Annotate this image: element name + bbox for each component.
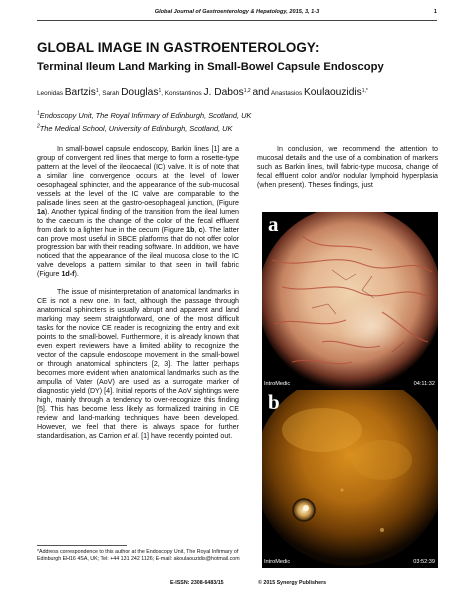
figure-1b-endoscopy-image (262, 390, 438, 568)
figure-timestamp: 04:11:32 (413, 381, 435, 387)
article-title: Terminal Ileum Land Marking in Small-Bowel Capsule Endoscopy (37, 61, 384, 73)
author-surname: Douglas (121, 87, 159, 98)
author-conjunction: and (252, 87, 270, 98)
author-surname: Bartzis (64, 87, 96, 98)
author-given-name: Konstantinos (164, 90, 202, 97)
figure-1a-image (262, 212, 438, 390)
author-list: Leonidas Bartzis$^1$, Sarah Douglas$^1$, Konstantinos J. Dabos$^{1,2}$ and Anastasios Koulaouzidis$^{1,*}$ (37, 87, 368, 98)
author-given-name: Anastasios (270, 90, 303, 97)
figure-1b-image (262, 390, 438, 568)
figure-1a-endoscopy-image (262, 212, 438, 390)
author-surname: Koulaouzidis (303, 87, 362, 98)
body-text: ). (74, 270, 79, 279)
author-affiliation-marker: 1,2 (243, 87, 251, 94)
body-column-left (37, 145, 239, 450)
affiliation-text: Endoscopy Unit, The Royal Infirmary of Edinburgh, Scotland, UK (39, 111, 252, 120)
body-paragraph (37, 145, 239, 279)
correspondence-footnote: *Address correspondence to this author at the Endoscopy Unit, The Royal Infirmary of Edinburgh EH16 4SA, UK; Tel: +44 131 242 1126; E-mail: akoulaouzidis@hotmail.com (37, 549, 240, 562)
body-text: ). Another typical finding of the transition from the ileal lumen to the caecum is the change of the color of the fecal effluent from dark to a lighter hue in the cecum (Figure (37, 207, 239, 234)
affiliation-marker: 1 (37, 110, 40, 117)
figure-timestamp: 03:52:39 (413, 559, 435, 565)
figure-reference[interactable]: c (198, 225, 203, 234)
footnote-divider (37, 545, 127, 546)
et-al: et al (123, 431, 138, 440)
page-number: 1 (433, 9, 437, 15)
affiliation (37, 111, 251, 120)
author-affiliation-marker: 1,* (361, 87, 368, 94)
author-surname: J. Dabos (203, 87, 244, 98)
body-text: . [1] have recently pointed out. (137, 431, 233, 440)
figure-watermark: IntroMedic (264, 559, 291, 565)
author-given-name: Leonidas (37, 90, 63, 97)
article-section-title: GLOBAL IMAGE IN GASTROENTEROLOGY: (37, 40, 320, 55)
figure-panel-label: b (268, 390, 280, 414)
body-text: , (194, 225, 199, 234)
footer-copyright: © 2015 Synergy Publishers (258, 580, 327, 586)
header-divider (37, 20, 437, 21)
affiliation (37, 124, 232, 133)
author-given-name: Sarah (102, 90, 120, 97)
body-paragraph: In conclusion, we recommend the attention to mucosal details and the use of a combination of markers such as Barkin lines, twill fabric-type mucosa, change of fecal effluent color and/or nodular lymphoid hyperplasia (when present). Theses findings, just (257, 145, 438, 189)
journal-citation: Global Journal of Gastroenterology & Hepatology, 2015, 3, 1-3 (154, 9, 320, 15)
body-column-right (257, 145, 438, 190)
body-text: In small-bowel capsule endoscopy, Barkin lines [1] are a group of convergent red lines that merge to form a rosette-type pattern at the level of the ileocaecal (IC) valve. It is of note that a similar line convergence occurs at the level of lower oesophageal sphincter, and the appearance of the sub-mucosal vessels at the level of the IC valve are comparable to the palisade lines seen at the gastro-oesophageal junction, (Figure (37, 145, 239, 207)
author-affiliation-marker: 1 (158, 87, 162, 94)
figure-panel-label: a (268, 212, 279, 236)
figure-reference[interactable]: 1a (37, 207, 45, 216)
body-text: ). The latter can prove most useful in SBCE platforms that do not offer color progression bar with their reading software. In addition, we have noticed that the appearance of the ileal mucosa close to the IC valve develops a pattern similar to that seen in twill fabric (Figure (37, 225, 239, 279)
affiliation-marker: 2 (37, 123, 40, 130)
figure-reference[interactable]: 1b (186, 225, 195, 234)
body-text: The issue of misinterpretation of anatomical landmarks in CE is not a new one. In fact, although the passage through anatomical sphincters is usually abrupt and apparent and land marking may seem straightforward, one of the most difficult tasks for the novice CE reader is recognizing the entry and exit points to the small-bowel. Furthermore, it is already known that even expert reviewers have a limited ability to recognize the vector of the capsule endoscope movement in the small-bowel or through anatomical sphincters [2, 3]. The latter perhaps becomes more evident when anatomical landmarks such as the ampulla of Vater (AoV) are used as a surrogate marker of diagnostic yield (DY) [4]. Initial reports of the AoV sightings were high, mainly through a tendency to over-recognize this finding [5]. This has become less likely as formalized training in CE review and land-marking techniques have been developed. However, we feel that there is always space for further standardisation, as Carrion (37, 288, 239, 440)
running-head (37, 9, 437, 19)
author-affiliation-marker: 1 (95, 87, 99, 94)
body-paragraph (37, 288, 239, 440)
figure-reference[interactable]: 1d-f (61, 270, 75, 279)
figure-watermark: IntroMedic (264, 381, 291, 387)
footer-eissn: E-ISSN: 2308-6483/15 (170, 580, 224, 586)
affiliation-text: The Medical School, University of Edinburgh, Scotland, UK (39, 124, 233, 133)
